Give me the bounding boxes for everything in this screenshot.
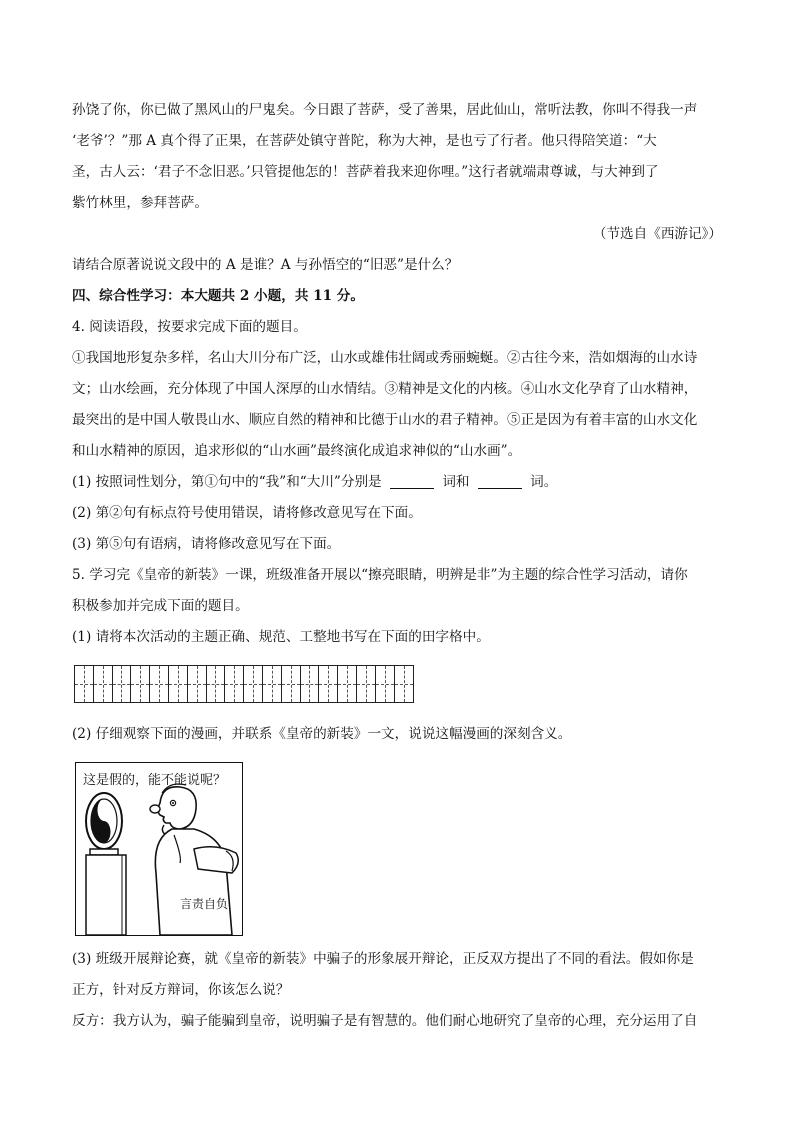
grid-cell[interactable] xyxy=(376,666,395,702)
comic-mirror-text: 真 xyxy=(96,827,109,841)
tianzige-grid-wrap xyxy=(74,665,722,703)
q5-sub2: (2) 仔细观察下面的漫画，并联系《皇帝的新装》一文，说说这幅漫画的深刻含义。 xyxy=(72,726,572,742)
grid-cell[interactable] xyxy=(338,666,357,702)
story-line-3: 圣，古人云：‘君子不念旧恶。’只管提他怎的！菩萨着我来迎你哩。”这行者就端肃尊诚，与大神到了 xyxy=(72,164,659,180)
q4-passage-3: 最突出的是中国人敬畏山水、顺应自然的精神和比德于山水的君子精神。⑤正是因为有着丰富的山水文化 xyxy=(72,412,698,428)
comic-image xyxy=(75,762,243,936)
q4-sub1-b: 词和 xyxy=(442,474,470,490)
q5-sub3-a: (3) 班级开展辩论赛，就《皇帝的新装》中骗子的形象展开辩论，正反双方提出了不同的看法。假如你是 xyxy=(72,951,694,967)
grid-cell[interactable] xyxy=(225,666,244,702)
q4-passage-1: ①我国地形复杂多样，名山大川分布广泛，山水或雄伟壮阔或秀丽蜿蜒。②古往今来，浩如烟海的山水诗 xyxy=(72,350,698,366)
q4-passage-4: 和山水精神的原因，追求形似的“山水画”最终演化成追求神似的“山水画”。 xyxy=(72,443,522,459)
q5-sub3-b: 正方，针对反方辩词，你该怎么说？ xyxy=(72,982,290,998)
grid-cell[interactable] xyxy=(169,666,188,702)
q4-sub1 xyxy=(72,467,722,498)
grid-cell[interactable] xyxy=(150,666,169,702)
q5-intro-2: 积极参加并完成下面的题目。 xyxy=(72,598,249,614)
comic-caption: 这是假的，能不能说呢？ xyxy=(83,773,227,788)
q4-intro: 4. 阅读语段，按要求完成下面的题目。 xyxy=(72,319,307,335)
q4-sub1-a: (1) 按照词性划分，第①句中的“我”和“大川”分别是 xyxy=(72,474,382,490)
grid-cell[interactable] xyxy=(188,666,207,702)
q4-sub3: (3) 第⑤句有语病，请将修改意见写在下面。 xyxy=(72,536,341,552)
grid-cell[interactable] xyxy=(301,666,320,702)
q4-sub1-c: 词。 xyxy=(530,474,558,490)
exam-page xyxy=(72,95,722,1037)
grid-cell[interactable] xyxy=(113,666,132,702)
answer-blank-1[interactable] xyxy=(390,474,434,489)
q4-sub2: (2) 第②句有标点符号使用错误，请将修改意见写在下面。 xyxy=(72,505,422,521)
tianzige-grid[interactable] xyxy=(74,665,414,703)
story-line-2: ‘老爷’？”那 A 真个得了正果，在菩萨处镇守普陀，称为大神，是也亏了行者。他只得陪笑道：“大 xyxy=(72,133,657,149)
answer-blank-2[interactable] xyxy=(478,474,522,489)
grid-cell[interactable] xyxy=(244,666,263,702)
story-line-4: 紫竹林里，参拜菩萨。 xyxy=(72,195,208,211)
story-source: （节选自《西游记》） xyxy=(592,226,722,242)
grid-cell[interactable] xyxy=(207,666,226,702)
section4-heading: 四、综合性学习：本大题共 2 小题，共 11 分。 xyxy=(72,288,364,304)
q5-sub1: (1) 请将本次活动的主题正确、规范、工整地书写在下面的田字格中。 xyxy=(72,629,490,645)
grid-cell[interactable] xyxy=(282,666,301,702)
grid-cell[interactable] xyxy=(357,666,376,702)
grid-cell[interactable] xyxy=(395,666,414,702)
comic-title: 言责自负 xyxy=(180,897,229,911)
grid-cell[interactable] xyxy=(131,666,150,702)
grid-cell[interactable] xyxy=(319,666,338,702)
story-question: 请结合原著说说文段中的 A 是谁？A 与孙悟空的“旧恶”是什么？ xyxy=(72,257,459,273)
grid-cell[interactable] xyxy=(75,666,94,702)
q5-fan-argument: 反方：我方认为，骗子能骗到皇帝，说明骗子是有智慧的。他们耐心地研究了皇帝的心理，充分运用了自 xyxy=(72,1013,698,1029)
story-line-1: 孙饶了你，你已做了黑风山的尸鬼矣。今日跟了菩萨，受了善果，居此仙山，常听法教，你叫不得我一声 xyxy=(72,102,698,118)
grid-cell[interactable] xyxy=(94,666,113,702)
q5-intro-1: 5. 学习完《皇帝的新装》一课，班级准备开展以“擦亮眼睛，明辨是非”为主题的综合性学习活动，请你 xyxy=(72,567,688,583)
q4-passage-2: 文；山水绘画，充分体现了中国人深厚的山水情结。③精神是文化的内核。④山水文化孕育了山水精神， xyxy=(72,381,698,397)
grid-cell[interactable] xyxy=(263,666,282,702)
